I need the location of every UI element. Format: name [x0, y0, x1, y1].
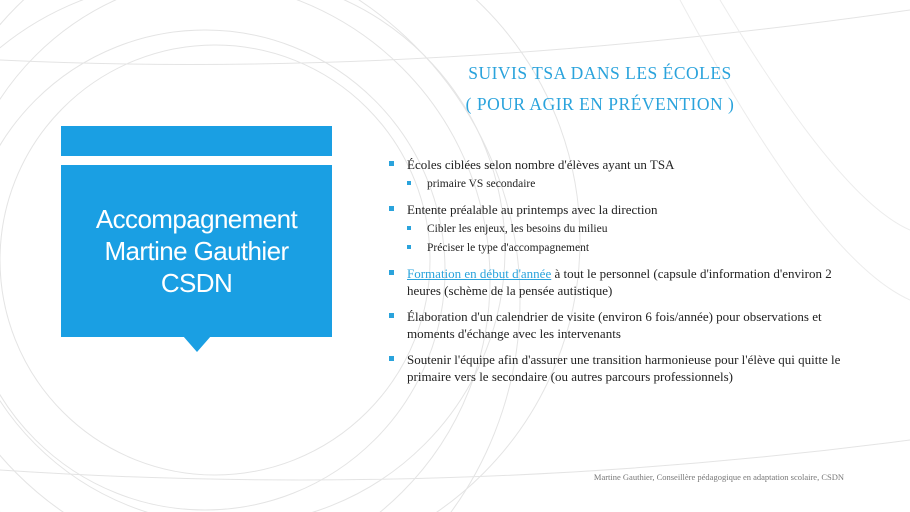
sub-bullet-marker-icon	[407, 245, 411, 249]
sub-bullet-marker-icon	[407, 226, 411, 230]
panel-line-3: CSDN	[160, 268, 233, 298]
bullet-item	[385, 156, 855, 192]
bullet-marker-icon	[389, 356, 394, 361]
bullet-text: Écoles ciblées selon nombre d'élèves ayant un TSA	[407, 157, 675, 172]
formation-link[interactable]: Formation en début d'année	[407, 266, 552, 281]
bullet-text: Entente préalable au printemps avec la direction	[407, 202, 658, 217]
panel-top-bar	[61, 126, 332, 156]
bullet-marker-icon	[389, 161, 394, 166]
sub-bullet-text: Préciser le type d'accompagnement	[427, 242, 590, 254]
panel-main	[61, 165, 332, 337]
panel-line-1: Accompagnement	[95, 204, 298, 234]
title-line-2: ( POUR AGIR EN PRÉVENTION )	[465, 94, 735, 114]
bullet-text: Soutenir l'équipe afin d'assurer une transition harmonieuse pour l'élève qui quitte le primaire vers le secondaire (ou autres parcours professionnels)	[407, 352, 841, 384]
bullet-item	[385, 351, 855, 385]
sub-bullet-item	[407, 240, 855, 256]
sub-bullet-item	[407, 176, 855, 192]
bullet-marker-icon	[389, 313, 394, 318]
bullet-item	[385, 201, 855, 256]
bullet-marker-icon	[389, 206, 394, 211]
sub-bullet-item	[407, 221, 855, 237]
footer-credit: Martine Gauthier, Conseillère pédagogique en adaptation scolaire, CSDN	[593, 472, 844, 482]
bullet-text: Élaboration d'un calendrier de visite (environ 6 fois/année) pour observations et moments d'échange avec les intervenants	[407, 309, 822, 341]
bullet-list	[385, 156, 855, 394]
bullet-item	[385, 308, 855, 342]
slide-title	[390, 58, 810, 120]
sub-bullet-text: Cibler les enjeux, les besoins du milieu	[427, 223, 608, 235]
panel-pointer	[183, 336, 211, 352]
bullet-item	[385, 265, 855, 299]
bullet-text: à tout le personnel (capsule d'information d'environ 2 heures (schème de la pensée autistique)	[407, 266, 832, 298]
title-line-1: SUIVIS TSA DANS LES ÉCOLES	[468, 63, 732, 83]
bullet-marker-icon	[389, 270, 394, 275]
sub-bullet-marker-icon	[407, 181, 411, 185]
sub-bullet-text: primaire VS secondaire	[427, 178, 536, 190]
panel-line-2: Martine Gauthier	[104, 236, 289, 266]
